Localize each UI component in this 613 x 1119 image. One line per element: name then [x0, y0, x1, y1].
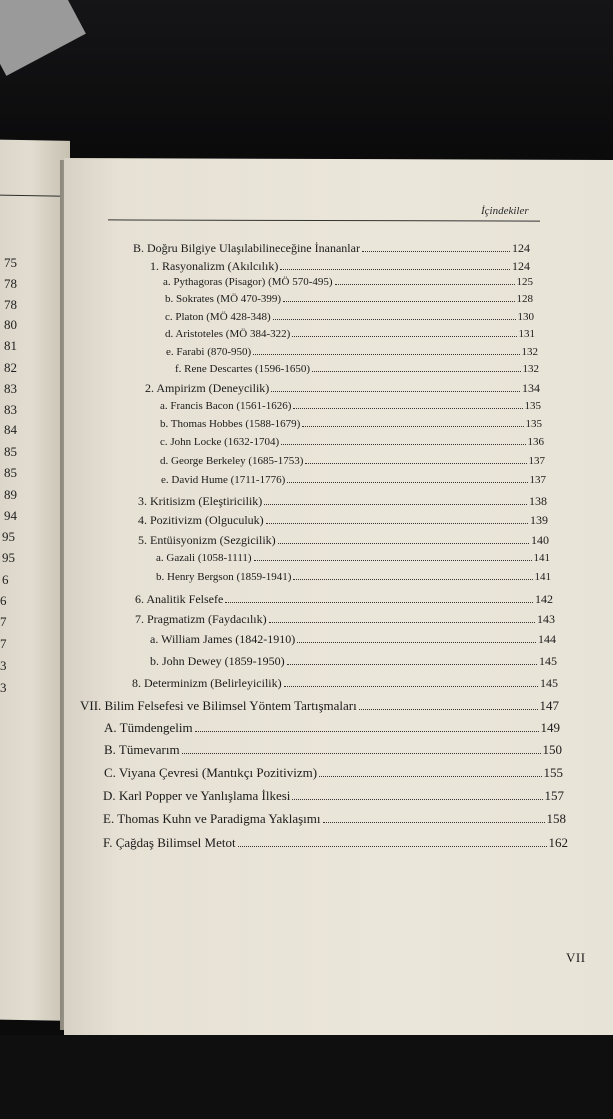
toc-entry-title: 2. Ampirizm (Deneycilik) — [145, 381, 270, 395]
toc-entry — [103, 788, 564, 804]
toc-entry-page: 149 — [540, 720, 560, 735]
toc-entry — [104, 742, 562, 758]
toc-entry-title: D. Karl Popper ve Yanlışlama İlkesi — [103, 788, 291, 803]
toc-entry-title: a. Pythagoras (Pisagor) (MÖ 570-495) — [163, 276, 333, 288]
toc-leader-dots — [278, 539, 529, 544]
left-page-number: 82 — [4, 360, 17, 375]
toc-leader-dots — [287, 478, 527, 483]
toc-leader-dots — [284, 682, 538, 687]
toc-entry — [156, 552, 550, 564]
left-page-number: 3 — [0, 658, 7, 673]
toc-entry-page: 139 — [530, 513, 548, 527]
toc-entry-page: 142 — [535, 592, 553, 606]
background-bottom — [0, 1035, 613, 1119]
left-page-number: 89 — [4, 487, 17, 502]
toc-entry — [160, 455, 545, 467]
toc-entry — [103, 835, 568, 851]
toc-entry-title: e. David Hume (1711-1776) — [161, 474, 286, 486]
toc-entry-title: 5. Entüisyonizm (Sezgicilik) — [138, 533, 276, 547]
toc-entry — [160, 436, 544, 448]
toc-entry-page: 141 — [534, 571, 551, 583]
toc-entry — [138, 494, 547, 509]
toc-entry-title: b. Sokrates (MÖ 470-399) — [165, 293, 282, 305]
toc-entry — [175, 363, 539, 375]
toc-leader-dots — [264, 500, 527, 505]
toc-entry-page: 124 — [512, 241, 530, 255]
left-page-number: 95 — [2, 550, 15, 565]
toc-entry-page: 132 — [522, 363, 539, 375]
toc-entry-page: 124 — [512, 259, 530, 273]
toc-entry-page: 157 — [544, 788, 564, 803]
toc-entry-title: f. Rene Descartes (1596-1650) — [175, 363, 311, 375]
left-page-number: 81 — [4, 338, 17, 353]
toc-entry — [104, 720, 560, 736]
toc-entry-page: 125 — [516, 276, 533, 288]
toc-leader-dots — [287, 660, 537, 665]
toc-leader-dots — [297, 638, 536, 643]
toc-entry-title: A. Tümdengelim — [104, 720, 193, 735]
toc-entry — [150, 259, 530, 274]
toc-entry-page: 158 — [546, 811, 566, 826]
toc-entry-page: 155 — [543, 765, 563, 780]
toc-entry-page: 145 — [540, 676, 558, 690]
left-page-number: 75 — [4, 255, 17, 270]
toc-leader-dots — [302, 422, 523, 427]
toc-entry-page: 162 — [548, 835, 568, 850]
toc-leader-dots — [253, 350, 519, 355]
left-page-number: 83 — [4, 402, 17, 417]
toc-entry-page: 144 — [538, 632, 556, 646]
left-page-number: 95 — [2, 529, 15, 544]
toc-leader-dots — [225, 598, 533, 603]
toc-leader-dots — [359, 704, 538, 710]
toc-entry-page: 135 — [525, 418, 542, 430]
toc-leader-dots — [293, 404, 522, 409]
left-page-number: 7 — [0, 614, 7, 629]
toc-entry — [135, 592, 553, 607]
toc-entry — [160, 418, 542, 430]
toc-entry — [165, 293, 533, 305]
left-page-number: 85 — [4, 465, 17, 480]
toc-entry-page: 131 — [518, 328, 535, 340]
left-page-number: 83 — [4, 381, 17, 396]
toc-entry-title: 4. Pozitivizm (Olguculuk) — [138, 513, 264, 527]
toc-entry-title: F. Çağdaş Bilimsel Metot — [103, 835, 236, 850]
toc-leader-dots — [195, 726, 539, 732]
toc-leader-dots — [269, 618, 535, 623]
toc-entry-title: C. Viyana Çevresi (Mantıkçı Pozitivizm) — [104, 765, 318, 780]
toc-entry-page: 137 — [529, 474, 546, 486]
toc-entry-title: b. Henry Bergson (1859-1941) — [156, 571, 292, 583]
left-page-number: 78 — [4, 297, 17, 312]
toc-leader-dots — [335, 280, 515, 285]
toc-entry — [166, 346, 538, 358]
toc-entry-title: 6. Analitik Felsefe — [135, 592, 224, 606]
toc-leader-dots — [182, 748, 541, 754]
toc-leader-dots — [293, 575, 532, 580]
toc-entry — [165, 311, 534, 323]
toc-entry — [133, 241, 530, 256]
toc-entry-title: d. Aristoteles (MÖ 384-322) — [165, 328, 291, 340]
toc-entry-page: 145 — [539, 654, 557, 668]
toc-entry-title: a. William James (1842-1910) — [150, 632, 296, 646]
toc-leader-dots — [362, 247, 510, 252]
toc-entry — [150, 654, 557, 669]
toc-entry-title: 7. Pragmatizm (Faydacılık) — [135, 612, 267, 626]
toc-entry-page: 136 — [527, 436, 544, 448]
toc-entry-page: 128 — [516, 293, 533, 305]
toc-leader-dots — [305, 459, 526, 464]
toc-entry-page: 130 — [517, 311, 534, 323]
toc-entry-title: B. Doğru Bilgiye Ulaşılabilineceğine İnananlar — [133, 241, 360, 255]
toc-entry — [163, 276, 533, 288]
left-page-number: 78 — [4, 276, 17, 291]
toc-entry-title: c. John Locke (1632-1704) — [160, 436, 280, 448]
toc-entry-page: 140 — [531, 533, 549, 547]
left-page-number: 84 — [4, 422, 17, 437]
page-folio: VII — [566, 950, 586, 965]
toc-entry-title: d. George Berkeley (1685-1753) — [160, 455, 304, 467]
toc-entry — [80, 698, 559, 714]
toc-entry-page: 132 — [521, 346, 538, 358]
toc-leader-dots — [280, 265, 510, 270]
left-page-number: 7 — [0, 636, 7, 651]
toc-entry-title: e. Farabi (870-950) — [166, 346, 252, 358]
toc-entry-page: 143 — [537, 612, 555, 626]
toc-entry-title: E. Thomas Kuhn ve Paradigma Yaklaşımı — [103, 811, 321, 826]
left-page-number: 80 — [4, 317, 17, 332]
toc-leader-dots — [323, 817, 545, 823]
toc-leader-dots — [273, 315, 516, 320]
toc-entry — [150, 632, 556, 647]
left-page-number: 3 — [0, 680, 7, 695]
toc-entry — [104, 765, 563, 781]
toc-entry — [103, 811, 566, 827]
toc-entry — [161, 474, 546, 486]
running-head: İçindekiler — [481, 205, 529, 217]
toc-entry — [138, 533, 549, 548]
toc-entry — [165, 328, 535, 340]
toc-entry-title: b. Thomas Hobbes (1588-1679) — [160, 418, 301, 430]
toc-leader-dots — [266, 519, 528, 524]
toc-entry-title: VII. Bilim Felsefesi ve Bilimsel Yöntem Tartışmaları — [80, 698, 357, 713]
left-page-number: 94 — [4, 508, 17, 523]
left-page-number: 6 — [2, 572, 9, 587]
toc-entry-title: 8. Determinizm (Belirleyicilik) — [132, 676, 282, 690]
toc-leader-dots — [254, 556, 532, 561]
toc-leader-dots — [312, 367, 520, 372]
toc-entry-page: 150 — [542, 742, 562, 757]
toc-entry-page: 135 — [524, 400, 541, 412]
toc-leader-dots — [292, 332, 516, 337]
toc-entry-title: a. Francis Bacon (1561-1626) — [160, 400, 292, 412]
toc-entry-title: B. Tümevarım — [104, 742, 180, 757]
toc-entry — [156, 571, 551, 583]
toc-entry — [145, 381, 540, 396]
toc-entry-title: b. John Dewey (1859-1950) — [150, 654, 285, 668]
toc-entry — [138, 513, 548, 528]
toc-leader-dots — [319, 771, 541, 777]
toc-entry-title: 1. Rasyonalizm (Akılcılık) — [150, 259, 279, 273]
toc-entry-title: a. Gazali (1058-1111) — [156, 552, 252, 564]
toc-entry-page: 134 — [522, 381, 540, 395]
toc-entry — [135, 612, 555, 627]
toc-leader-dots — [281, 440, 525, 445]
toc-entry — [132, 676, 558, 691]
toc-entry-page: 137 — [528, 455, 545, 467]
toc-leader-dots — [271, 387, 520, 392]
left-page-number: 85 — [4, 444, 17, 459]
toc-leader-dots — [283, 297, 514, 302]
toc-leader-dots — [238, 841, 547, 847]
toc-entry — [160, 400, 541, 412]
toc-leader-dots — [292, 794, 542, 800]
toc-entry-title: 3. Kritisizm (Eleştiricilik) — [138, 494, 263, 508]
toc-entry-page: 147 — [539, 698, 559, 713]
toc-entry-page: 138 — [529, 494, 547, 508]
toc-entry-page: 141 — [533, 552, 550, 564]
left-page-number: 6 — [0, 593, 7, 608]
toc-entry-title: c. Platon (MÖ 428-348) — [165, 311, 271, 323]
